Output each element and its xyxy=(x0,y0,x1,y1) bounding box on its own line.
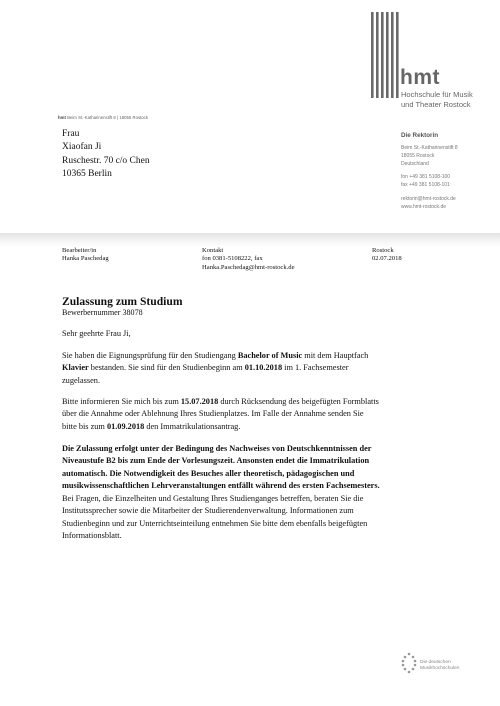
rektorin-address-line: Deutschland xyxy=(401,160,429,167)
rektorin-fax: fax +49 381 5108-101 xyxy=(401,182,450,189)
paragraph-line: Informationsblatt. xyxy=(62,531,122,541)
paragraph-questions xyxy=(62,493,482,543)
paragraph-line xyxy=(62,421,482,433)
logo-subtitle-line: und Theater Rostock xyxy=(401,100,471,109)
paragraph-condition xyxy=(62,443,482,493)
rektorin-web: www.hmt-rostock.de xyxy=(401,203,447,210)
rektorin-email: rektorin@hmt-rostock.de xyxy=(401,195,456,202)
bearbeiter-value: Hanka Paschedag xyxy=(62,255,109,263)
meta-kontakt xyxy=(202,247,295,272)
bearbeiter-label: Bearbeiter/in xyxy=(62,247,97,254)
musikhochschulen-dots-icon xyxy=(401,652,417,674)
applicant-number: Bewerbernummer 38078 xyxy=(62,308,143,317)
rektorin-fon: fon +49 381 5108-100 xyxy=(401,174,451,181)
text-run: den Immatrikulationsantrag. xyxy=(144,421,241,431)
scan-shadow-band xyxy=(0,233,500,247)
sender-return-address xyxy=(58,115,148,120)
letter-title: Zulassung zum Studium xyxy=(62,295,183,308)
paragraph-line xyxy=(62,362,482,374)
paragraph-line: über die Annahme oder Ablehnung Ihres Studienplatzes. Im Falle der Annahme senden Sie xyxy=(62,409,364,419)
paragraph-admission xyxy=(62,350,482,387)
rektorin-address-line: 18055 Rostock xyxy=(401,152,435,159)
rektorin-address-line: Beim St.-Katharinenstift 8 xyxy=(401,145,458,151)
rektorin-title: Die Rektorin xyxy=(401,132,439,139)
hmt-logo-wordmark: hmt xyxy=(400,66,440,89)
kontakt-label: Kontakt xyxy=(202,247,224,254)
text-run: im 1. Fachsemester xyxy=(282,363,349,373)
paragraph-line: musikwissenschaftlichen Lehrveranstaltungen entfällt während des ersten Fachsemesters. xyxy=(62,481,380,491)
footer-line: Musikhochschulen xyxy=(420,666,460,672)
sender-address: Beim St.-Katharinenstift 8 | 18055 Rostock xyxy=(67,115,148,120)
meta-bearbeiter xyxy=(62,247,109,264)
text-run: bitte bis zum xyxy=(62,421,107,431)
degree-program: Bachelor of Music xyxy=(237,351,303,360)
paragraph-line: Institutssprecher sowie die Mitarbeiter der Studierendenverwaltung. Informationen zum xyxy=(62,506,354,516)
text-run: durch Rücksendung des beigefügten Formblatts xyxy=(218,397,379,406)
sender-brand: hmt xyxy=(58,115,66,120)
logo-subtitle xyxy=(401,90,473,110)
rektorin-address-block xyxy=(401,145,458,212)
logo-subtitle-line: Hochschule für Musik xyxy=(401,90,473,99)
paragraph-line xyxy=(62,350,482,362)
paragraph-response xyxy=(62,396,482,433)
recipient-street: Ruschestr. 70 c/o Chen xyxy=(62,155,150,166)
letter-place: Rostock xyxy=(372,247,394,254)
major-subject: Klavier xyxy=(62,363,89,373)
text-run: Bitte informieren Sie mich bis zum xyxy=(62,397,181,406)
text-run: Sie haben die Eignungsprüfung für den Studiengang xyxy=(62,351,238,360)
start-date: 01.10.2018 xyxy=(244,363,283,373)
greeting-line: Sehr geehrte Frau Ji, xyxy=(62,329,131,338)
paragraph-line: zugelassen. xyxy=(62,375,101,385)
letter-greeting xyxy=(62,328,482,340)
paragraph-line: Die Zulassung erfolgt unter der Bedingung des Nachweises von Deutschkenntnissen der xyxy=(62,444,372,453)
paragraph-line: automatisch. Die Notwendigkeit des Besuches aller theoretisch, pädagogischen und xyxy=(62,468,355,478)
enrollment-deadline: 01.09.2018 xyxy=(106,421,145,431)
footer-label xyxy=(420,660,459,672)
recipient-name: Xiaofan Ji xyxy=(62,142,102,153)
recipient-city: 10365 Berlin xyxy=(62,168,112,179)
recipient-salutation: Frau xyxy=(62,129,80,139)
text-run: bestanden. Sie sind für den Studienbeginn am xyxy=(88,363,245,373)
letter-date: 02.07.2018 xyxy=(372,255,402,263)
kontakt-email: Hanka.Paschedag@hmt-rostock.de xyxy=(202,263,295,271)
hmt-logo-bars-icon xyxy=(371,12,401,98)
paragraph-line: Bei Fragen, die Einzelheiten und Gestaltung Ihres Studienganges betreffen, beraten Sie die xyxy=(62,494,364,503)
paragraph-line: Niveaustufe B2 bis zum Ende der Vorlesungszeit. Ansonsten endet die Immatrikulation xyxy=(62,456,370,466)
paragraph-line xyxy=(62,396,482,408)
footer-line: Die deutschen xyxy=(420,660,451,665)
kontakt-phone: fon 0381-5108222, fax xyxy=(202,255,263,263)
meta-date xyxy=(372,247,402,264)
paragraph-line: Studienbeginn und zur Unterrichtseinteilung entnehmen Sie bitte dem ebenfalls beigefügten xyxy=(62,518,368,528)
recipient-address-block xyxy=(62,128,150,181)
response-deadline: 15.07.2018 xyxy=(180,397,219,406)
text-run: mit dem Hauptfach xyxy=(302,351,369,360)
